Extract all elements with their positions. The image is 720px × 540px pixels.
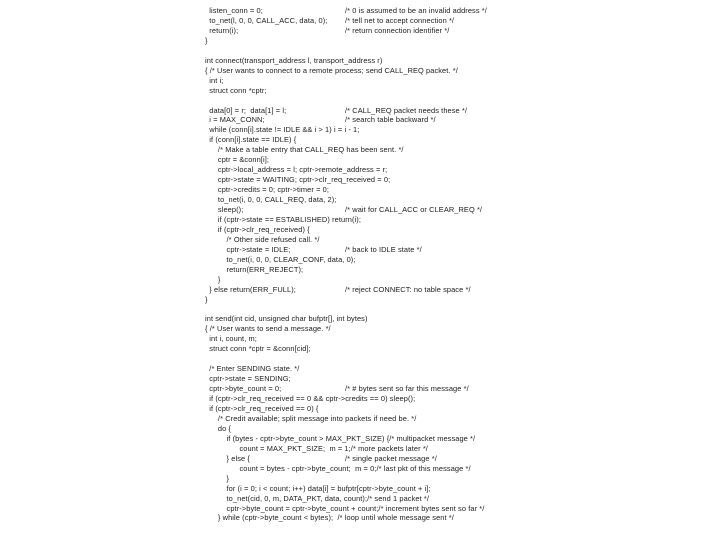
code-line: /* Credit available; split message into packets if need be. */ bbox=[205, 413, 417, 423]
code-line: count = bytes - cptr->byte_count; m = 0;/* last pkt of this message */ bbox=[205, 463, 471, 473]
code-comment: /* CALL_REQ packet needs these */ bbox=[345, 105, 468, 115]
code-line: } bbox=[205, 35, 208, 45]
code-listing bbox=[205, 6, 705, 536]
code-line: } while (cptr->byte_count < bytes); /* loop until whole message sent */ bbox=[205, 513, 454, 523]
code-comment: /* reject CONNECT: no table space */ bbox=[345, 284, 471, 294]
code-line: cptr->state = IDLE; bbox=[205, 244, 291, 254]
code-comment: /* return connection identifier */ bbox=[345, 25, 450, 35]
code-line: do { bbox=[205, 423, 232, 433]
code-line: return(ERR_REJECT); bbox=[205, 264, 304, 274]
code-line: int i; bbox=[205, 75, 224, 85]
code-line: int connect(transport_address l, transport_address r) bbox=[205, 55, 383, 65]
code-comment: /* single packet message */ bbox=[345, 453, 437, 463]
code-line: } bbox=[205, 294, 208, 304]
code-line: while (conn[i].state != IDLE && i > 1) i = i - 1; bbox=[205, 125, 360, 135]
code-comment: /* back to IDLE state */ bbox=[345, 244, 422, 254]
code-line: if (cptr->state == ESTABLISHED) return(i); bbox=[205, 214, 362, 224]
code-line: i = MAX_CONN; bbox=[205, 115, 265, 125]
code-line: if (cptr->clr_req_received) { bbox=[205, 224, 310, 234]
code-line: if (bytes - cptr->byte_count > MAX_PKT_SIZE) {/* multipacket message */ bbox=[205, 433, 476, 443]
code-comment: /* # bytes sent so far this message */ bbox=[345, 384, 469, 394]
code-line: /* Make a table entry that CALL_REQ has been sent. */ bbox=[205, 145, 404, 155]
code-line: /* Enter SENDING state. */ bbox=[205, 364, 300, 374]
code-line: cptr->local_address = l; cptr->remote_address = r; bbox=[205, 165, 388, 175]
code-comment: /* tell net to accept connection */ bbox=[345, 15, 455, 25]
code-line: cptr->state = WAITING; cptr->clr_req_received = 0; bbox=[205, 175, 391, 185]
code-comment: /* search table backward */ bbox=[345, 115, 436, 125]
code-line: int send(int cid, unsigned char bufptr[], int bytes) bbox=[205, 314, 368, 324]
code-line: cptr->state = SENDING; bbox=[205, 374, 291, 384]
code-line: to_net(cid, 0, m, DATA_PKT, data, count);/* send 1 packet */ bbox=[205, 493, 430, 503]
code-line: to_net(i, 0, 0, CALL_REQ, data, 2); bbox=[205, 195, 337, 205]
code-line: for (i = 0; i < count; i++) data[i] = bufptr[cptr->byte_count + i]; bbox=[205, 483, 431, 493]
code-comment: /* wait for CALL_ACC or CLEAR_REQ */ bbox=[345, 205, 483, 214]
code-line: if (conn[i].state == IDLE) { bbox=[205, 135, 297, 145]
code-line: cptr->credits = 0; cptr->timer = 0; bbox=[205, 185, 330, 195]
code-comment: /* 0 is assumed to be an invalid address */ bbox=[345, 6, 487, 15]
code-line: int i, count, m; bbox=[205, 334, 257, 344]
code-line: data[0] = r; data[1] = l; bbox=[205, 105, 287, 115]
code-line: if (cptr->clr_req_received == 0) { bbox=[205, 404, 319, 413]
code-line: count = MAX_PKT_SIZE; m = 1;/* more packets later */ bbox=[205, 443, 428, 453]
code-line: to_net(i, 0, 0, CLEAR_CONF, data, 0); bbox=[205, 254, 356, 264]
code-line: /* Other side refused call. */ bbox=[205, 234, 320, 244]
code-line: return(i); bbox=[205, 25, 239, 35]
code-line: to_net(l, 0, 0, CALL_ACC, data, 0); bbox=[205, 15, 328, 25]
code-line: struct conn *cptr = &conn[cid]; bbox=[205, 344, 311, 354]
code-line: { /* User wants to send a message. */ bbox=[205, 324, 331, 334]
code-line: } else return(ERR_FULL); bbox=[205, 284, 296, 294]
code-line: } else { bbox=[205, 453, 250, 463]
code-line: cptr->byte_count = cptr->byte_count + count;/* increment bytes sent so far */ bbox=[205, 503, 485, 513]
code-line: } bbox=[205, 473, 230, 483]
code-line: } bbox=[205, 274, 221, 284]
code-line: listen_conn = 0; bbox=[205, 6, 263, 15]
code-line: if (cptr->clr_req_received == 0 && cptr->credits == 0) sleep(); bbox=[205, 394, 416, 404]
code-line: cptr->byte_count = 0; bbox=[205, 384, 282, 394]
code-line: sleep(); bbox=[205, 205, 244, 214]
code-line: struct conn *cptr; bbox=[205, 85, 267, 95]
code-line: cptr = &conn[i]; bbox=[205, 155, 270, 165]
code-line: { /* User wants to connect to a remote process; send CALL_REQ packet. */ bbox=[205, 65, 458, 75]
